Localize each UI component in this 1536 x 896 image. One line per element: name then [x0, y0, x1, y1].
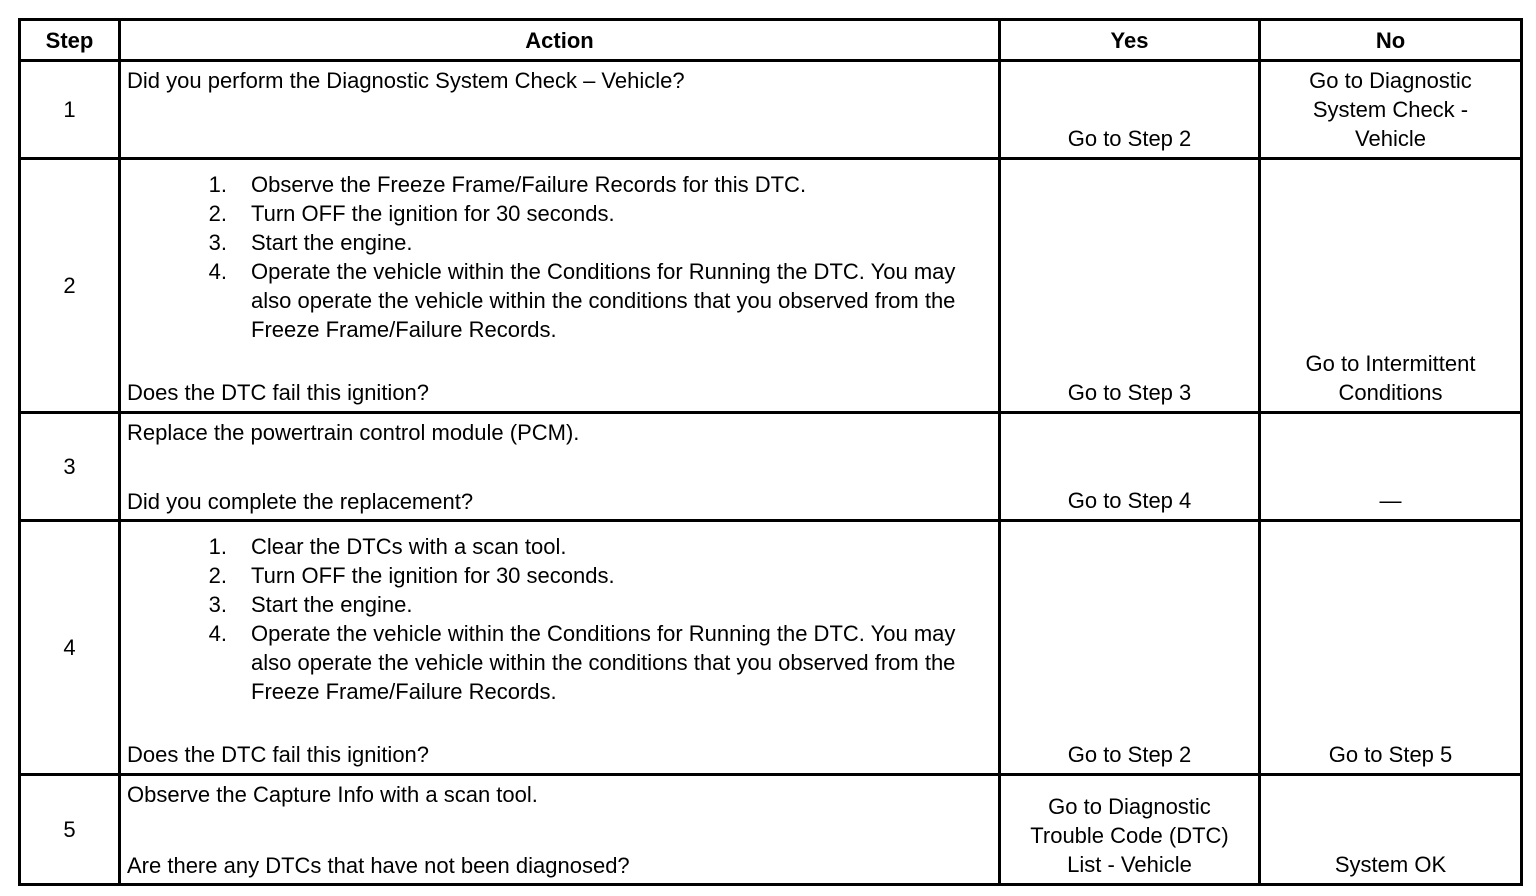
yes-cell: Go to Step 3 [1000, 159, 1260, 413]
no-cell: — [1260, 412, 1522, 520]
action-text: Observe the Capture Info with a scan tool. [127, 781, 538, 807]
header-action: Action [120, 20, 1000, 61]
yes-cell: Go to Step 2 [1000, 61, 1260, 159]
action-cell [120, 412, 1000, 520]
table-row [20, 412, 1522, 520]
table-row [20, 159, 1522, 413]
action-question: Did you complete the replacement? [127, 488, 474, 514]
no-cell: Go to Step 5 [1260, 521, 1522, 775]
list-item: 4. Operate the vehicle within the Conditions for Running the DTC. You may also operate the vehicle within the conditions that you observed from the Freeze Frame/Failure Records. [208, 259, 956, 343]
no-cell: System OK [1260, 774, 1522, 884]
list-item: 1. Observe the Freeze Frame/Failure Records for this DTC. [208, 172, 807, 198]
table-row [20, 521, 1522, 775]
action-cell [120, 774, 1000, 884]
action-cell [120, 159, 1000, 413]
action-text: Replace the powertrain control module (PCM). [127, 419, 580, 445]
step-number: 5 [20, 774, 120, 884]
action-question: Does the DTC fail this ignition? [127, 380, 430, 406]
list-item: 2. Turn OFF the ignition for 30 seconds. [208, 201, 615, 227]
action-question: Are there any DTCs that have not been diagnosed? [127, 852, 630, 878]
list-item: 1. Clear the DTCs with a scan tool. [208, 534, 567, 560]
list-item: 4. Operate the vehicle within the Conditions for Running the DTC. You may also operate the vehicle within the conditions that you observed from the Freeze Frame/Failure Records. [208, 621, 956, 705]
step-number: 1 [20, 61, 120, 159]
no-cell: Go to Intermittent Conditions [1260, 159, 1522, 413]
table-row [20, 774, 1522, 884]
step-number: 4 [20, 521, 120, 775]
list-item: 3. Start the engine. [208, 230, 413, 256]
action-text: Did you perform the Diagnostic System Check – Vehicle? [127, 68, 685, 93]
yes-cell: Go to Diagnostic Trouble Code (DTC) List - Vehicle [1000, 774, 1260, 884]
header-yes: Yes [1000, 20, 1260, 61]
action-cell [120, 61, 1000, 159]
action-cell [120, 521, 1000, 775]
list-item: 2. Turn OFF the ignition for 30 seconds. [208, 563, 615, 589]
yes-cell: Go to Step 4 [1000, 412, 1260, 520]
list-item: 3. Start the engine. [208, 592, 413, 618]
table-row [20, 61, 1522, 159]
action-steps-list [127, 170, 992, 344]
header-no: No [1260, 20, 1522, 61]
yes-cell: Go to Step 2 [1000, 521, 1260, 775]
step-number: 3 [20, 412, 120, 520]
action-steps-list [127, 532, 992, 706]
header-step: Step [20, 20, 120, 61]
action-question: Does the DTC fail this ignition? [127, 742, 430, 768]
header-row [20, 20, 1522, 61]
diagnostic-table [18, 18, 1523, 886]
step-number: 2 [20, 159, 120, 413]
no-cell: Go to Diagnostic System Check - Vehicle [1260, 61, 1522, 159]
